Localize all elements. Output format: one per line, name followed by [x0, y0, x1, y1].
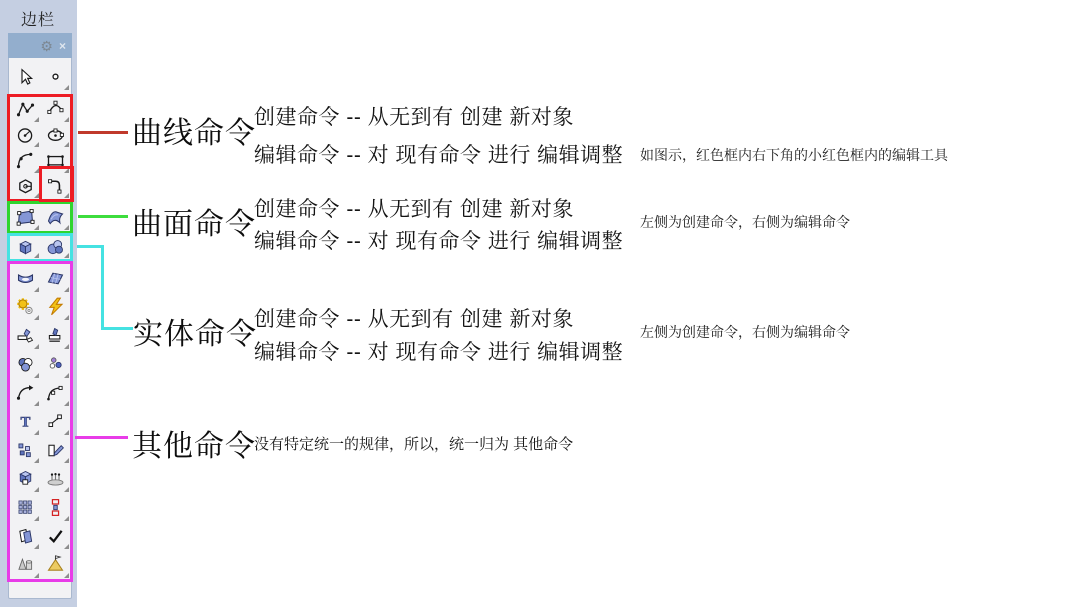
arc-blend-icon[interactable]	[40, 379, 70, 408]
svg-text:T: T	[20, 414, 30, 431]
other-tools-group-frame	[7, 261, 73, 582]
boolean-circles-icon[interactable]	[10, 350, 40, 379]
toolbar-row	[10, 174, 70, 200]
connector-other	[75, 436, 128, 439]
mesh-icon[interactable]	[40, 264, 70, 293]
select-tools-group	[7, 60, 73, 94]
circle-icon[interactable]	[10, 123, 40, 149]
solid-box-icon[interactable]	[10, 236, 40, 259]
blocks-icon[interactable]	[10, 436, 40, 465]
surface-control-points-icon[interactable]	[10, 204, 40, 231]
pages-icon[interactable]	[10, 522, 40, 551]
toolbar-row	[10, 407, 70, 436]
surface-band-icon[interactable]	[10, 264, 40, 293]
trim-left-icon[interactable]	[10, 321, 40, 350]
section-solid-label: 实体命令	[133, 318, 257, 351]
surface-tools-group-frame	[7, 201, 73, 234]
curve-tools-group-frame	[7, 94, 73, 202]
toolbar-row	[10, 236, 70, 259]
surface-patch-icon[interactable]	[40, 204, 70, 231]
toolbar-row	[10, 464, 70, 493]
toolbar-row	[10, 204, 70, 231]
block-edit-icon[interactable]	[40, 436, 70, 465]
toolbar-row	[10, 436, 70, 465]
section-surface-note: 左侧为创建命令，右侧为编辑命令	[640, 214, 850, 230]
lightning-icon[interactable]	[40, 293, 70, 322]
close-icon[interactable]: ×	[58, 38, 66, 53]
gear-explode-icon[interactable]	[10, 293, 40, 322]
toolbar-row	[10, 97, 70, 123]
toolbar-row	[10, 63, 70, 91]
point-cloud-icon[interactable]	[40, 350, 70, 379]
arc-arrow-icon[interactable]	[10, 379, 40, 408]
array-linear-icon[interactable]	[40, 493, 70, 522]
section-curve-label: 曲线命令	[132, 117, 256, 150]
section-surface-label: 曲面命令	[132, 208, 256, 241]
solid-tools-group-frame	[7, 233, 73, 262]
toolbar-row	[10, 493, 70, 522]
toolbar-row	[10, 350, 70, 379]
toolbar-row	[10, 321, 70, 350]
solid-union-icon[interactable]	[40, 236, 70, 259]
polygon-icon[interactable]	[10, 174, 40, 200]
curve-edit-icon[interactable]	[40, 174, 70, 200]
cylinders-icon[interactable]	[10, 550, 40, 579]
toolbar-row	[10, 148, 70, 174]
section-solid-desc-1: 创建命令 -- 从无到有 创建 新对象	[254, 308, 574, 331]
platform-pins-icon[interactable]	[40, 464, 70, 493]
toolbar-row	[10, 522, 70, 551]
toolbar-row	[10, 264, 70, 293]
connector-solid-h2	[101, 327, 133, 330]
section-solid-desc-2: 编辑命令 -- 对 现有命令 进行 编辑调整	[254, 341, 624, 364]
pyramid-icon[interactable]	[40, 550, 70, 579]
connector-surface	[78, 215, 128, 218]
section-curve-note: 如图示，红色框内右下角的小红色框内的编辑工具	[640, 147, 948, 163]
toolbar-row	[10, 379, 70, 408]
polyline-icon[interactable]	[10, 97, 40, 123]
section-curve-desc-1: 创建命令 -- 从无到有 创建 新对象	[254, 106, 574, 129]
sidebar-title: 边栏	[21, 12, 56, 29]
pointer-icon[interactable]	[10, 63, 40, 91]
section-other-label: 其他命令	[132, 430, 256, 463]
ellipse-icon[interactable]	[40, 123, 70, 149]
gear-icon[interactable]: ⚙	[40, 37, 53, 54]
toolbar-row	[10, 123, 70, 149]
section-curve-desc-2: 编辑命令 -- 对 现有命令 进行 编辑调整	[254, 144, 624, 167]
text-icon[interactable]	[10, 407, 40, 436]
move-points-icon[interactable]	[40, 407, 70, 436]
section-other-note: 没有特定统一的规律，所以，统一归为 其他命令	[254, 436, 574, 453]
trim-right-icon[interactable]	[40, 321, 70, 350]
connector-curve	[78, 131, 128, 134]
array-grid-icon[interactable]	[10, 493, 40, 522]
rectangle-icon[interactable]	[40, 148, 70, 174]
toolbar-row	[10, 293, 70, 322]
toolbar-row	[10, 550, 70, 579]
section-solid-note: 左侧为创建命令，右侧为编辑命令	[640, 324, 850, 340]
connector-solid-v	[101, 245, 104, 330]
section-surface-desc-2: 编辑命令 -- 对 现有命令 进行 编辑调整	[254, 230, 624, 253]
box-corner-icon[interactable]	[10, 464, 40, 493]
section-surface-desc-1: 创建命令 -- 从无到有 创建 新对象	[254, 198, 574, 221]
connector-solid-h1	[77, 245, 104, 248]
checkmark-icon[interactable]	[40, 522, 70, 551]
curve-through-points-icon[interactable]	[40, 97, 70, 123]
toolbar-panel-header	[8, 33, 72, 58]
arc-icon[interactable]	[10, 148, 40, 174]
point-icon[interactable]	[40, 63, 70, 91]
